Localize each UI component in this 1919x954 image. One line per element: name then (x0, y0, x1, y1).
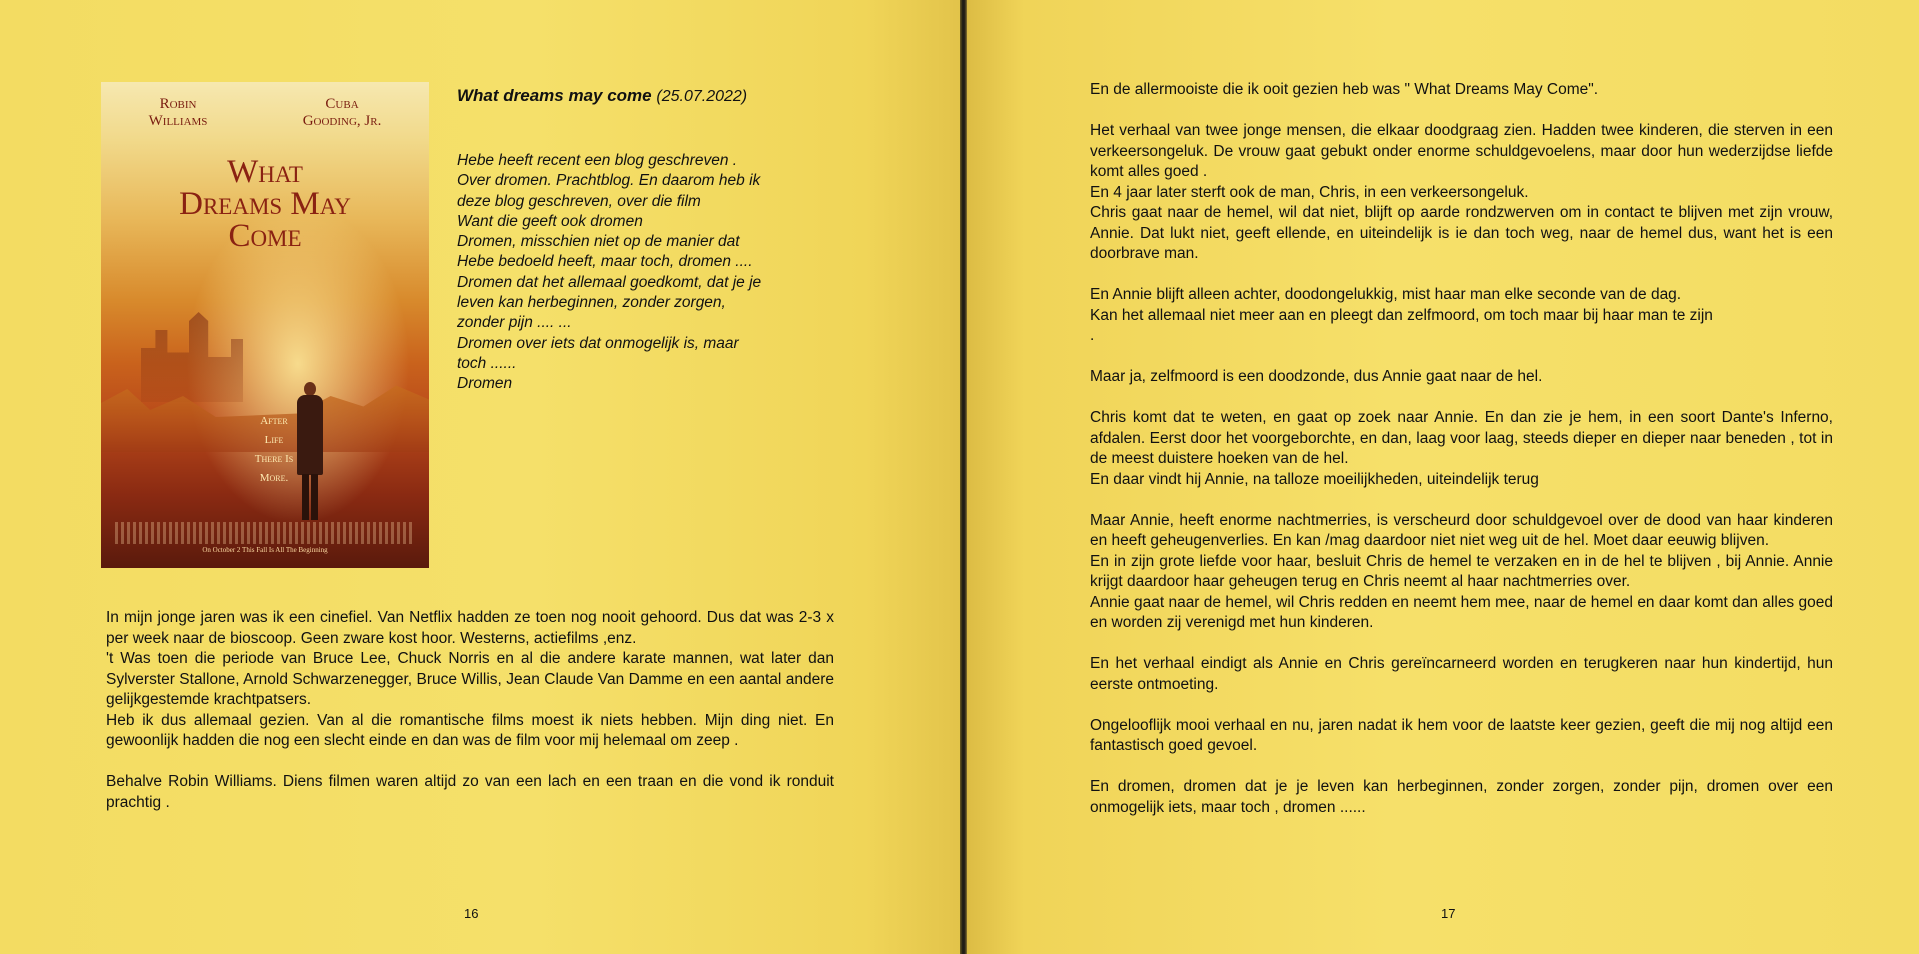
paragraph: Maar ja, zelfmoord is een doodzonde, dus Annie gaat naar de hel. (1090, 368, 1543, 385)
paragraph: En dromen, dromen dat je je leven kan herbeginnen, zonder zorgen, zonder pijn, dromen over een onmogelijk iets, maar toch , dromen ...... (1090, 778, 1833, 816)
intro-line: deze blog geschreven, over die film (457, 192, 701, 210)
poster-title: What Dreams May Come (179, 154, 351, 254)
intro-line: Dromen, misschien niet op de manier dat (457, 233, 740, 251)
paragraph: En Annie blijft alleen achter, doodongelukkig, mist haar man elke seconde van de dag. Kan het allemaal niet meer aan en pleegt dan zelfmoord, om toch maar bij haar man te zijn . (1090, 286, 1713, 344)
intro-line: Want die geeft ook dromen (457, 212, 643, 230)
book-spine (960, 0, 967, 954)
paragraph: Behalve Robin Williams. Diens filmen waren altijd zo van een lach en een traan en die vond ik ronduit prachtig . (106, 773, 834, 811)
right-body-text (1090, 80, 1833, 839)
paragraph: Het verhaal van twee jonge mensen, die elkaar doodgraag zien. Hadden twee kinderen, die sterven in een verkeersongeluk. De vrouw gaat gebukt onder enorme schuldgevoelens, maar door hun wederzijdse liefde komt alles goed . En 4 jaar later sterft ook de man, Chris, in een verkeersongeluk. Chris gaat naar de hemel, wil dat niet, blijft op aarde rondzwerven om in contact te blijven met zijn vrouw, Annie. Dat lukt niet, geeft ellende, en uiteindelijk is ie dan toch weg, naar de hemel dus, want het is een doorbrave man. (1090, 122, 1833, 262)
intro-line: Dromen dat het allemaal goedkomt, dat je je (457, 273, 762, 291)
poster-castle-art (141, 312, 261, 402)
paragraph: 't Was toen die periode van Bruce Lee, Chuck Norris en al die andere karate mannen, wat later dan Sylverster Stallone, Arnold Schwarzenegger, Bruce Willis, Jean Claude Van Damme en een aantal andere gelijkgestemde krachtpatsers. (106, 650, 834, 708)
poster-actor-1: Robin Williams (148, 96, 208, 129)
intro-text (457, 151, 833, 395)
paragraph: Maar Annie, heeft enorme nachtmerries, is verscheurd door schuldgevoel over de dood van haar kinderen en heeft geheugenverlies. En kan /mag daardoor niet niet weg uit de hel. Moet daar eeuwig blijven. En in zijn grote liefde voor haar, besluit Chris de hemel te verzaken en in de hel te blijven , bij Annie. Annie krijgt daardoor haar geheugen terug en Chris neemt al haar nachtmerries over. Annie gaat naar de hemel, wil Chris redden en neemt hem mee, naar de hemel en daar komt dan alles goed en worden zij verenigd met hun kinderen. (1090, 511, 1833, 631)
movie-poster (101, 82, 429, 568)
poster-release-date: On October 2 This Fall Is All The Beginning (202, 546, 328, 554)
post-date: (25.07.2022) (656, 88, 748, 105)
intro-line: Dromen over iets dat onmogelijk is, maar (457, 334, 739, 352)
intro-line: Dromen (457, 375, 513, 393)
poster-tagline: After Life There Is More. (254, 415, 294, 484)
intro-line: toch ...... (457, 354, 517, 372)
post-title-text: What dreams may come (457, 86, 652, 105)
intro-line: Hebe heeft recent een blog geschreven . (457, 152, 738, 169)
intro-line: Over dromen. Prachtblog. En daarom heb ik (457, 172, 761, 190)
paragraph: En de allermooiste die ik ooit gezien heb was " What Dreams May Come". (1090, 81, 1599, 98)
paragraph: Chris komt dat te weten, en gaat op zoek naar Annie. En dan zie je hem, in een soort Dante's Inferno, afdalen. Eerst door het voorgeborchte, en dan, laag voor laag, steeds dieper en dieper naar beneden , tot in de meest duistere hoeken van de hel. En daar vindt hij Annie, na talloze moeilijkheden, uiteindelijk terug (1090, 409, 1833, 488)
page-number-right: 17 (1441, 906, 1456, 921)
poster-actor-2: Cuba Gooding, Jr. (302, 96, 382, 129)
paragraph: In mijn jonge jaren was ik een cinefiel. Van Netflix hadden ze toen nog nooit gehoord. Dus dat was 2-3 x per week naar de bioscoop. Geen zware kost hoor. Westerns, actiefilms ,enz. (106, 609, 834, 647)
left-body-text (106, 608, 834, 834)
post-title (457, 86, 747, 107)
page-number-left: 16 (464, 906, 479, 921)
paragraph: Heb ik dus allemaal gezien. Van al die romantische films moest ik niets hebben. Mijn ding niet. En gewoonlijk hadden die nog een slecht einde en dan was de film voor mij helemaal om zeep . (106, 711, 834, 749)
poster-actors (101, 96, 429, 130)
intro-line: zonder pijn .... ... (457, 314, 572, 332)
poster-credits-block (115, 522, 415, 544)
paragraph: Ongelooflijk mooi verhaal en nu, jaren nadat ik hem voor de laatste keer gezien, geeft die mij nog altijd een fantastisch goed gevoel. (1090, 716, 1833, 754)
intro-line: Hebe bedoeld heeft, maar toch, dromen .... (457, 253, 753, 271)
paragraph: En het verhaal eindigt als Annie en Chris gereïncarneerd worden en terugkeren naar hun kindertijd, hun eerste ontmoeting. (1090, 655, 1833, 693)
intro-line: leven kan herbeginnen, zonder zorgen, (457, 294, 726, 312)
